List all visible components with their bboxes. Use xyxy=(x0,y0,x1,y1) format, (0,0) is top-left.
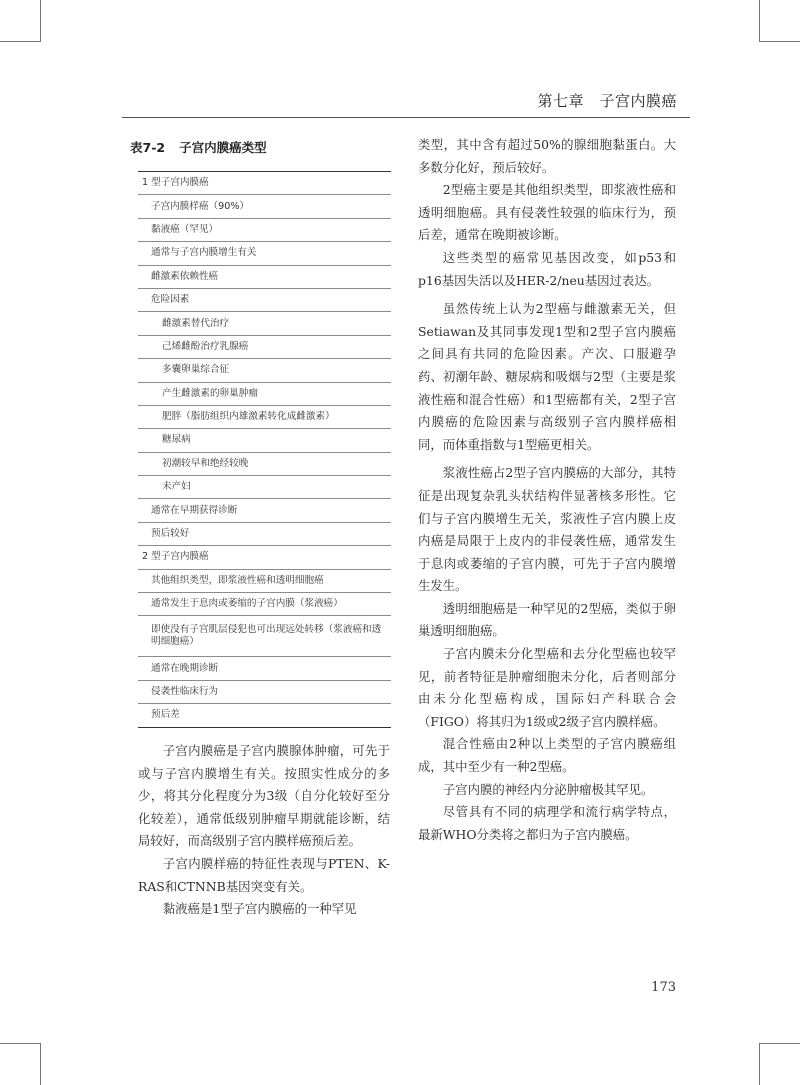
table-row: 肥胖（脂肪组织内雄激素转化成雌激素） xyxy=(138,405,391,428)
table-row: 预后较好 xyxy=(138,522,391,545)
table-row: 通常在早期获得诊断 xyxy=(138,499,391,522)
page-number: 173 xyxy=(651,980,676,995)
crop-mark-bottom-right-h xyxy=(760,1043,800,1044)
table-row: 产生雌激素的卵巢肿瘤 xyxy=(138,382,391,405)
body-paragraph: 浆液性癌占2型子宫内膜癌的大部分，其特征是出现复杂乳头状结构伴显著核多形性。它们与子宫内膜增生无关，浆液性子宫内膜上皮内癌是局限于上皮内的非侵袭性癌，通常发生于息肉或萎缩的子宫内膜，可先于子宫内膜增生发生。 xyxy=(418,465,676,594)
right-text-column xyxy=(418,134,676,846)
crop-mark-top-left-h xyxy=(0,41,40,42)
crop-mark-top-right-h xyxy=(760,41,800,42)
table-row: 糖尿病 xyxy=(138,429,391,452)
body-paragraph: 尽管具有不同的病理学和流行病学特点，最新WHO分类将之都归为子宫内膜癌。 xyxy=(418,804,676,842)
table-row: 初潮较早和绝经较晚 xyxy=(138,452,391,475)
body-paragraph: 虽然传统上认为2型癌与雌激素无关，但Setiawan及其同事发现1型和2型子宫内膜癌之间具有共同的危险因素。产次、口服避孕药、初潮年龄、糖尿病和吸烟与2型（主要是浆液性癌和混合性癌）和1型癌都有关，2型子宫内膜癌的危险因素与高级别子宫内膜样癌相同，而体重指数与1型癌更相关。 xyxy=(418,301,676,452)
table-row: 即使没有子宫肌层侵犯也可出现远处转移（浆液癌和透明细胞癌） xyxy=(138,616,391,657)
table-row: 雌激素依赖性癌 xyxy=(138,265,391,288)
left-text-column xyxy=(138,740,390,921)
chapter-header-title: 第七章 子宫内膜癌 xyxy=(537,92,677,110)
table-row: 危险因素 xyxy=(138,288,391,311)
table-row: 雌激素替代治疗 xyxy=(138,312,391,335)
table-row: 通常发生于息肉或萎缩的子宫内膜（浆液癌） xyxy=(138,593,391,616)
table-row: 2 型子宫内膜癌 xyxy=(138,546,391,569)
body-paragraph: 类型，其中含有超过50%的腺细胞黏蛋白。大多数分化好，预后较好。 xyxy=(418,137,676,175)
crop-mark-top-left-v xyxy=(40,0,41,42)
table-row: 多囊卵巢综合征 xyxy=(138,359,391,382)
body-paragraph: 黏液癌是1型子宫内膜癌的一种罕见 xyxy=(162,901,357,917)
table-row: 己烯雌酚治疗乳腺癌 xyxy=(138,335,391,358)
body-paragraph: 子宫内膜癌是子宫内膜腺体肿瘤，可先于或与子宫内膜增生有关。按照实性成分的多少，将其分化程度分为3级（自分化较好至分化较差），通常低级别肿瘤早期就能诊断，结局较好，而高级别子宫内膜样癌预后差。 xyxy=(138,743,390,849)
table-caption-title: 子宫内膜癌类型 xyxy=(179,140,267,155)
table-row: 黏液癌（罕见） xyxy=(138,218,391,241)
body-paragraph: 2型癌主要是其他组织类型，即浆液性癌和透明细胞癌。具有侵袭性较强的临床行为，预后差，通常在晚期被诊断。 xyxy=(418,182,676,243)
table-caption xyxy=(130,138,267,156)
crop-mark-bottom-left-h xyxy=(0,1043,40,1044)
table-row: 子宫内膜样癌（90%） xyxy=(138,195,391,218)
table-row: 1 型子宫内膜癌 xyxy=(138,172,391,195)
cancer-types-table xyxy=(138,171,391,728)
crop-mark-bottom-left-v xyxy=(40,1043,41,1085)
body-paragraph: 子宫内膜的神经内分泌肿瘤极其罕见。 xyxy=(442,781,654,797)
table-caption-number: 表7-2 xyxy=(130,140,166,155)
table-row: 其他组织类型，即浆液性癌和透明细胞癌 xyxy=(138,569,391,592)
crop-mark-bottom-right-v xyxy=(759,1043,760,1085)
body-paragraph: 透明细胞癌是一种罕见的2型癌，类似于卵巢透明细胞癌。 xyxy=(418,600,676,639)
body-paragraph: 子宫内膜样癌的特征性表现与PTEN、K-RAS和CTNNB基因突变有关。 xyxy=(138,855,390,894)
table-row: 通常与子宫内膜增生有关 xyxy=(138,242,391,265)
table-row: 预后差 xyxy=(138,704,391,727)
table-row: 侵袭性临床行为 xyxy=(138,680,391,703)
body-paragraph: 混合性癌由2种以上类型的子宫内膜癌组成，其中至少有一种2型癌。 xyxy=(418,736,676,775)
header-rule xyxy=(122,117,690,118)
crop-mark-top-right-v xyxy=(759,0,760,42)
table-row: 未产妇 xyxy=(138,476,391,499)
body-paragraph: 这些类型的癌常见基因改变，如p53和p16基因失活以及HER-2/neu基因过表达。 xyxy=(418,249,676,288)
table-row: 通常在晚期诊断 xyxy=(138,657,391,680)
body-paragraph: 子宫内膜未分化型癌和去分化型癌也较罕见，前者特征是肿瘤细胞未分化，后者则部分由未分化型癌构成，国际妇产科联合会（FIGO）将其归为1级或2级子宫内膜样癌。 xyxy=(418,646,676,729)
